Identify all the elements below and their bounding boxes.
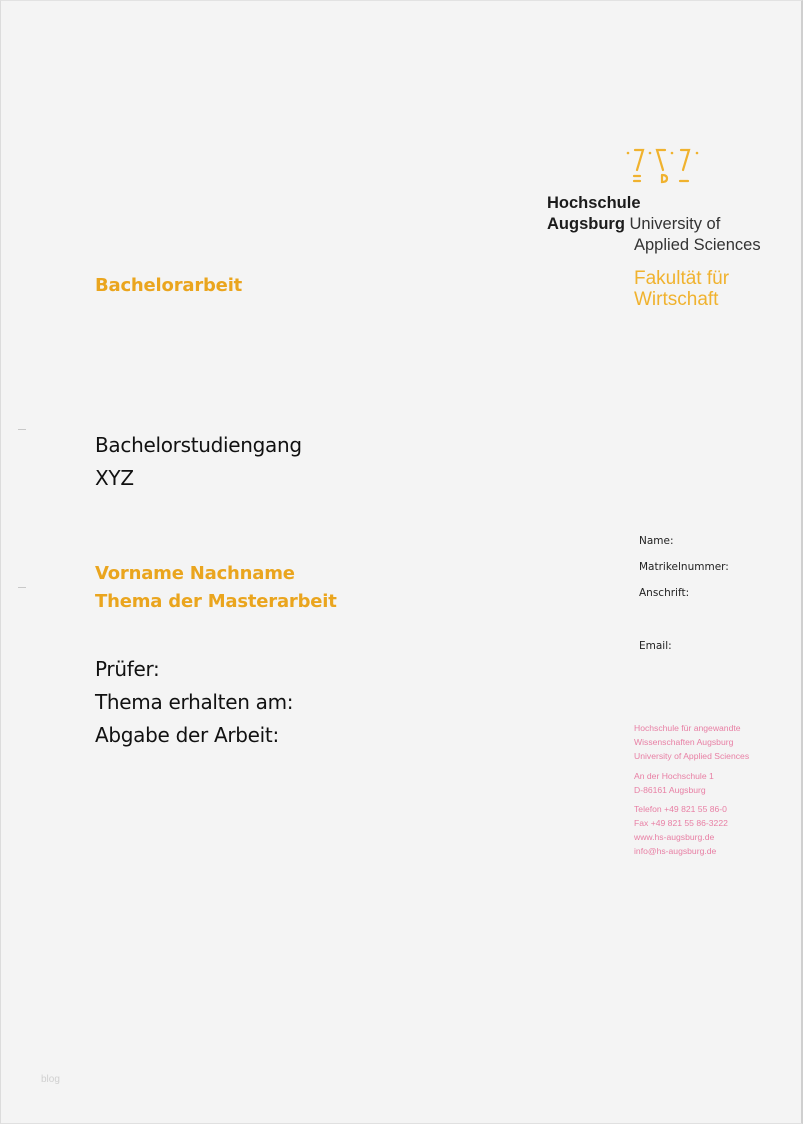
field-thema-erhalten: Thema erhalten am:	[95, 690, 294, 714]
address-contact	[634, 802, 728, 858]
hs-augsburg-logo-icon	[625, 144, 713, 186]
address-institution	[634, 721, 749, 763]
logo-name-line3	[634, 235, 761, 256]
faculty-line1: Fakultät für	[634, 268, 730, 289]
label-email: Email:	[639, 640, 672, 652]
logo-hochschule: Hochschule	[547, 194, 641, 212]
thesis-title: Thema der Masterarbeit	[95, 591, 337, 612]
label-matrikelnummer: Matrikelnummer:	[639, 561, 729, 573]
address-email: info@hs-augsburg.de	[634, 846, 717, 856]
logo-name-line2	[547, 214, 720, 235]
faculty-line2: Wirtschaft	[634, 289, 719, 310]
margin-tick	[18, 429, 26, 430]
program-line2: XYZ	[95, 466, 134, 490]
logo-augsburg: Augsburg	[547, 215, 625, 233]
logo-applied-sciences: Applied Sciences	[634, 236, 761, 254]
label-name: Name:	[639, 535, 674, 547]
field-abgabe: Abgabe der Arbeit:	[95, 723, 279, 747]
author-name: Vorname Nachname	[95, 563, 295, 584]
address-website: www.hs-augsburg.de	[634, 832, 715, 842]
address-street	[634, 769, 714, 797]
address-line: University of Applied Sciences	[634, 751, 750, 761]
program-line1: Bachelorstudiengang	[95, 433, 302, 457]
margin-tick	[18, 587, 26, 588]
address-fax: Fax +49 821 55 86-3222	[634, 818, 728, 828]
address-phone: Telefon +49 821 55 86-0	[634, 804, 727, 814]
address-line: An der Hochschule 1	[634, 771, 714, 781]
address-line: Hochschule für angewandte	[634, 723, 741, 733]
address-line: Wissenschaften Augsburg	[634, 737, 734, 747]
logo-name-line1	[547, 193, 641, 214]
address-line: D-86161 Augsburg	[634, 785, 706, 795]
field-pruefer: Prüfer:	[95, 657, 160, 681]
watermark-text: blog	[41, 1074, 60, 1085]
logo-university-of: University of	[629, 215, 721, 233]
label-anschrift: Anschrift:	[639, 587, 690, 599]
document-type-heading: Bachelorarbeit	[95, 275, 243, 296]
